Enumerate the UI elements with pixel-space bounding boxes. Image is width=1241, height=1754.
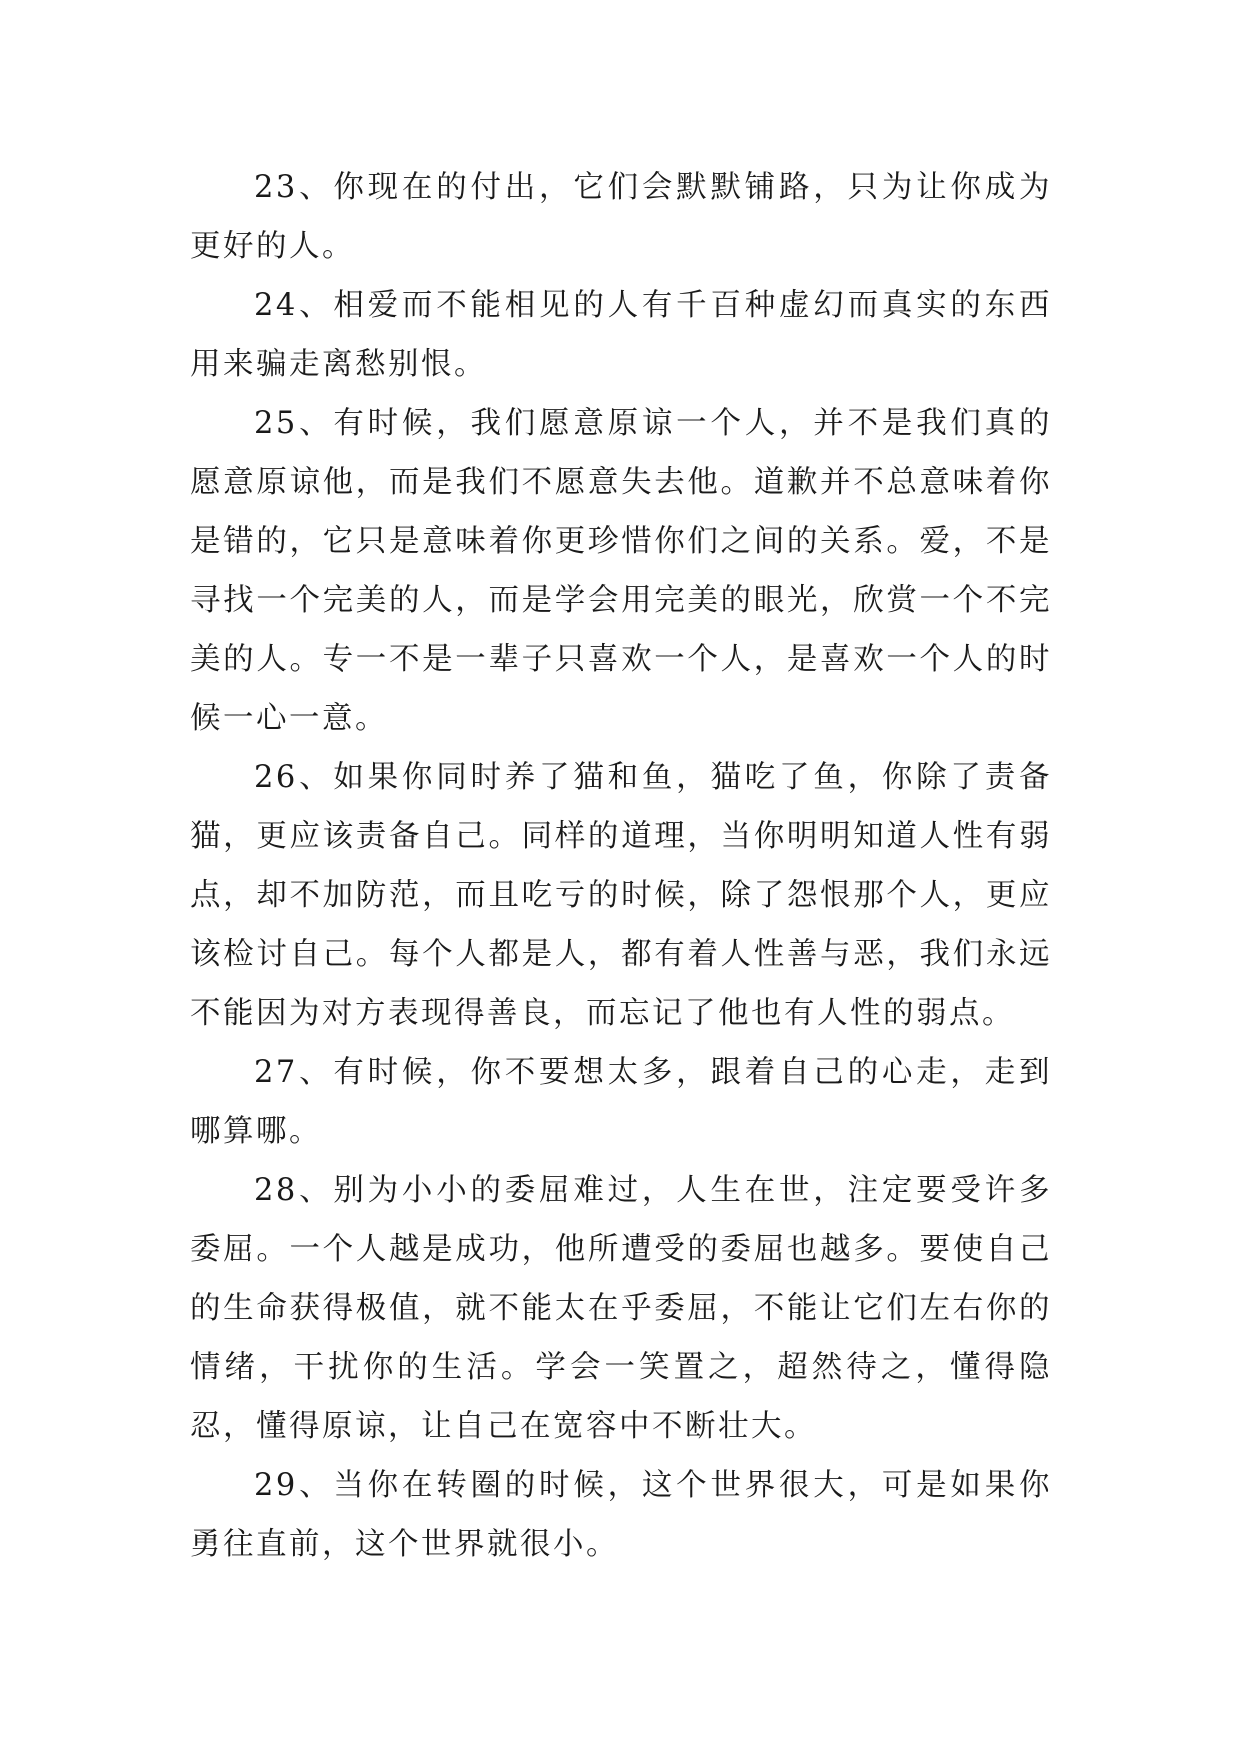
paragraph-23: 23、你现在的付出，它们会默默铺路，只为让你成为更好的人。 (190, 170, 1052, 264)
paragraph-27: 27、有时候，你不要想太多，跟着自己的心走，走到哪算哪。 (190, 1055, 1052, 1149)
paragraph-24: 24、相爱而不能相见的人有千百种虚幻而真实的东西用来骗走离愁别恨。 (190, 288, 1052, 382)
document-body (190, 158, 1052, 1574)
paragraph-28: 28、别为小小的委屈难过，人生在世，注定要受许多委屈。一个人越是成功，他所遭受的委屈也越多。要使自己的生命获得极值，就不能太在乎委屈，不能让它们左右你的情绪，干扰你的生活。学会一笑置之，超然待之，懂得隐忍，懂得原谅，让自己在宽容中不断壮大。 (190, 1173, 1052, 1444)
paragraph-29: 29、当你在转圈的时候，这个世界很大，可是如果你勇往直前，这个世界就很小。 (190, 1468, 1052, 1562)
paragraph-26: 26、如果你同时养了猫和鱼，猫吃了鱼，你除了责备猫，更应该责备自己。同样的道理，当你明明知道人性有弱点，却不加防范，而且吃亏的时候，除了怨恨那个人，更应该检讨自己。每个人都是人，都有着人性善与恶，我们永远不能因为对方表现得善良，而忘记了他也有人性的弱点。 (190, 760, 1052, 1031)
paragraph-25: 25、有时候，我们愿意原谅一个人，并不是我们真的愿意原谅他，而是我们不愿意失去他。道歉并不总意味着你是错的，它只是意味着你更珍惜你们之间的关系。爱，不是寻找一个完美的人，而是学会用完美的眼光，欣赏一个不完美的人。专一不是一辈子只喜欢一个人，是喜欢一个人的时候一心一意。 (190, 406, 1052, 736)
